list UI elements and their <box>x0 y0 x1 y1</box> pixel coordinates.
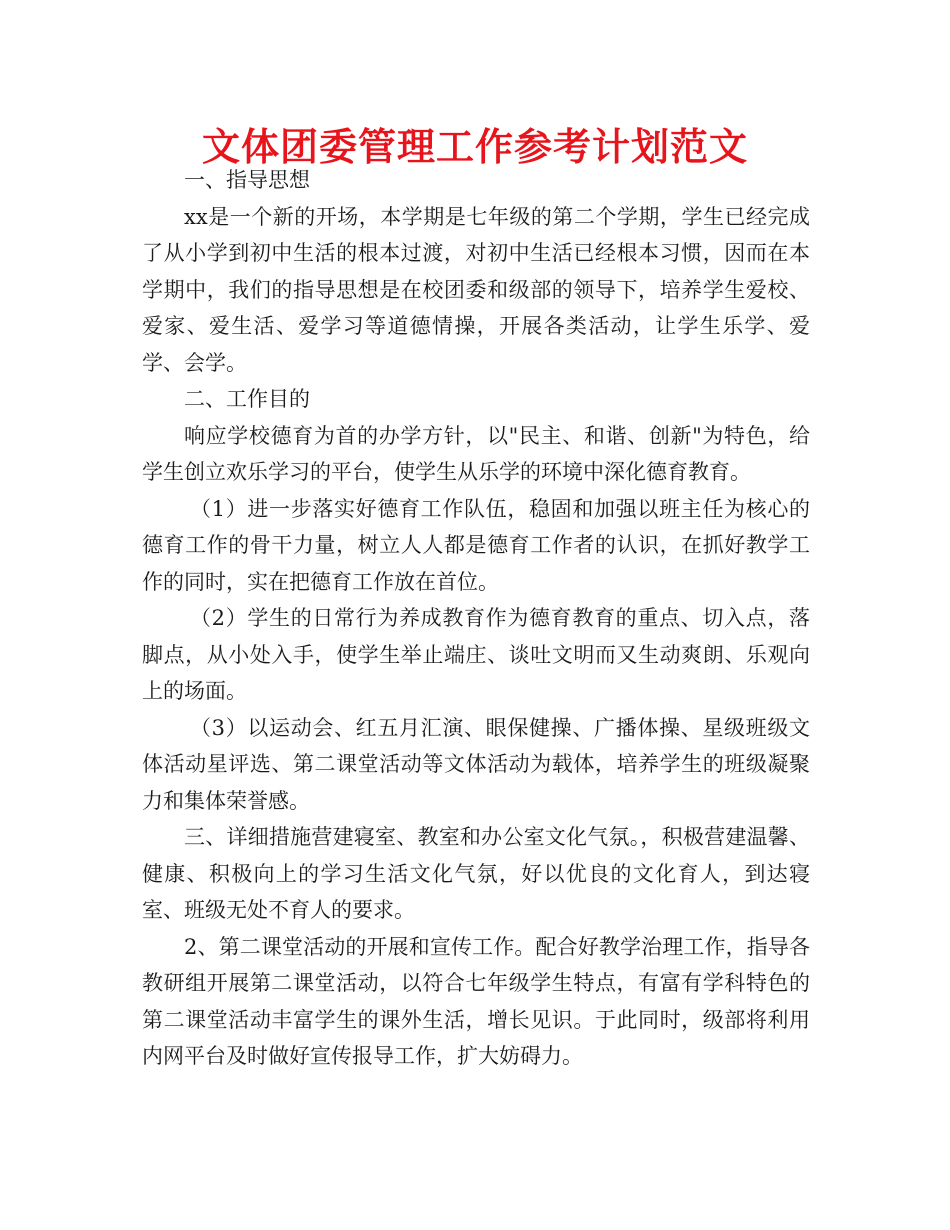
paragraph-second-classroom: 2、第二课堂活动的开展和宣传工作。配合好教学治理工作，指导各教研组开展第二课堂活动，以符合七年级学生特点，有富有学科特色的第二课堂活动丰富学生的课外生活，增长见识。于此同时，级部将利用内网平台及时做好宣传报导工作，扩大妨碍力。 <box>142 934 810 1068</box>
list-item-goal-1: （1）进一步落实好德育工作队伍，稳固和加强以班主任为核心的德育工作的骨干力量，树立人人都是德育工作者的认识，在抓好教学工作的同时，实在把德育工作放在首位。 <box>142 496 810 594</box>
list-item-goal-2: （2）学生的日常行为养成教育作为德育教育的重点、切入点，落脚点，从小处入手，使学生举止端庄、谈吐文明而又生动爽朗、乐观向上的场面。 <box>142 606 810 703</box>
paragraph-work-goals: 响应学校德育为首的办学方针，以"民主、和谐、创新"为特色，给学生创立欢乐学习的平台，使学生从乐学的环境中深化德育教育。 <box>142 423 810 484</box>
document-title: 文体团委管理工作参考计划范文 <box>201 125 748 169</box>
section-heading-guiding-ideology: 一、指导思想 <box>184 168 310 192</box>
paragraph-guiding-ideology: xx是一个新的开场，本学期是七年级的第二个学期，学生已经完成了从小学到初中生活的根本过渡，对初中生活已经根本习惯，因而在本学期中，我们的指导思想是在校团委和级部的领导下，培养学生爱校、爱家、爱生活、爱学习等道德情操，开展各类活动，让学生乐学、爱学、会学。 <box>142 204 810 375</box>
section-heading-work-goals: 二、工作目的 <box>184 387 310 411</box>
document-body <box>142 162 810 1075</box>
list-item-goal-3: （3）以运动会、红五月汇演、眼保健操、广播体操、星级班级文体活动星评选、第二课堂活动等文体活动为载体，培养学生的班级凝聚力和集体荣誉感。 <box>142 715 810 813</box>
paragraph-measures: 三、详细措施营建寝室、教室和办公室文化气氛。，积极营建温馨、健康、积极向上的学习生活文化气氛，好以优良的文化育人，到达寝室、班级无处不育人的要求。 <box>142 825 810 922</box>
